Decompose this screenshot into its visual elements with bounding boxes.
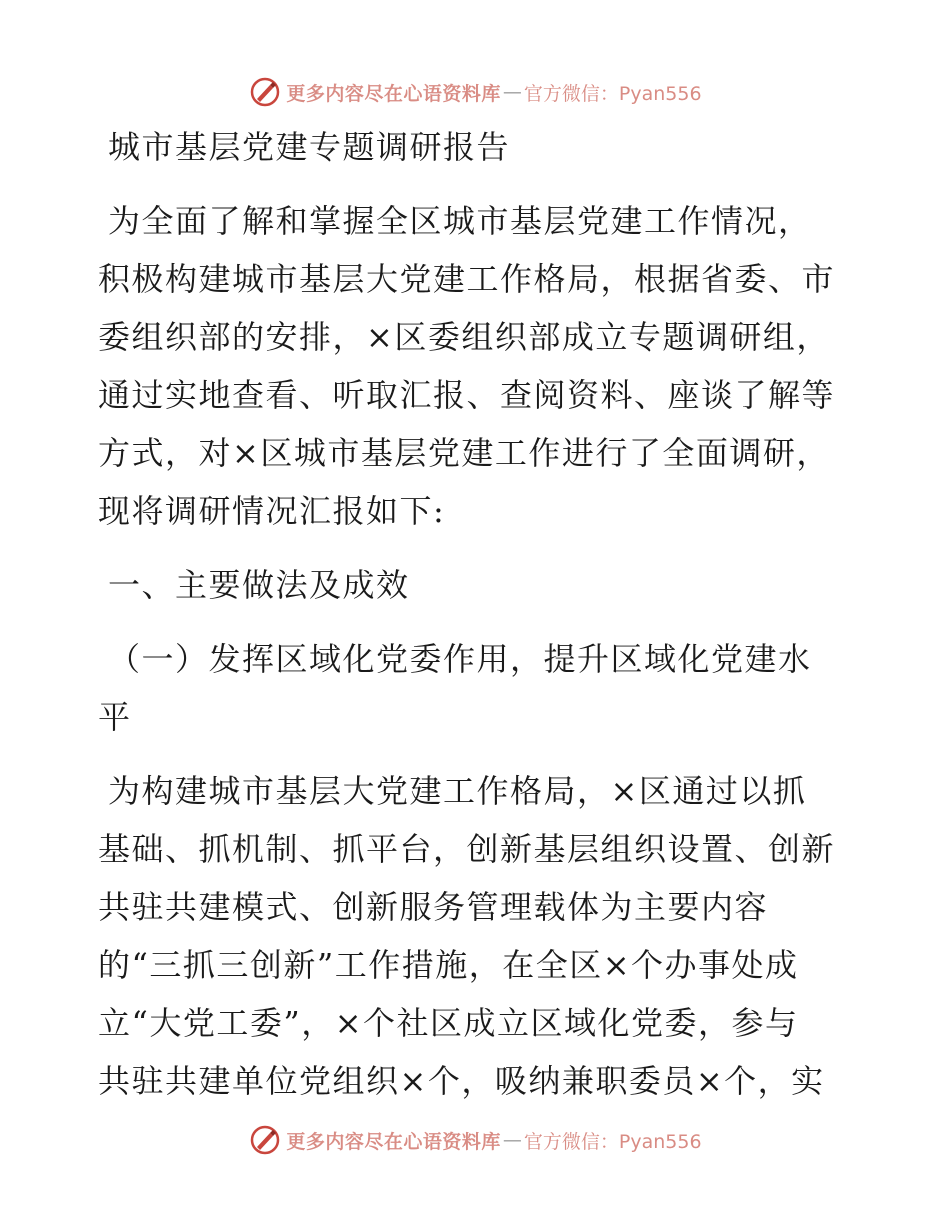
body-line: 基础、抓机制、抓平台，创新基层组织设置、创新	[98, 830, 836, 868]
watermark-banner-bottom	[0, 1120, 950, 1160]
watermark-banner-top	[0, 72, 950, 112]
body-line: 为构建城市基层大党建工作格局，×区通过以抓	[108, 772, 807, 810]
body-line: 的“三抓三创新”工作措施，在全区×个办事处成	[98, 946, 799, 984]
body-line: 共驻共建单位党组织×个，吸纳兼职委员×个，实	[98, 1062, 825, 1100]
pen-logo-icon	[248, 1123, 282, 1157]
intro-line: 为全面了解和掌握全区城市基层党建工作情况，	[108, 202, 812, 240]
body-line: 共驻共建模式、创新服务管理载体为主要内容	[98, 888, 769, 926]
pen-logo-icon	[248, 75, 282, 109]
intro-line: 积极构建城市基层大党建工作格局，根据省委、市	[98, 260, 836, 298]
intro-line: 委组织部的安排，×区委组织部成立专题调研组，	[98, 318, 830, 356]
intro-line: 通过实地查看、听取汇报、查阅资料、座谈了解等	[98, 376, 836, 414]
intro-line: 方式，对×区城市基层党建工作进行了全面调研，	[98, 434, 830, 472]
document-title: 城市基层党建专题调研报告	[108, 128, 511, 166]
watermark-separator: —	[502, 81, 522, 103]
subsection-heading-line: （一）发挥区域化党委作用，提升区域化党建水	[108, 640, 812, 678]
subsection-heading-line: 平	[98, 698, 132, 736]
watermark-account: 官方微信：Pyan556	[523, 1130, 702, 1153]
intro-line: 现将调研情况汇报如下:	[98, 492, 446, 530]
watermark-separator: —	[502, 1129, 522, 1151]
section-heading: 一、主要做法及成效	[108, 566, 410, 604]
body-line: 立“大党工委”，×个社区成立区域化党委，参与	[98, 1004, 799, 1042]
watermark-text: 更多内容尽在心语资料库	[286, 82, 501, 105]
watermark-account: 官方微信：Pyan556	[523, 82, 702, 105]
watermark-text: 更多内容尽在心语资料库	[286, 1130, 501, 1153]
document-body	[98, 118, 850, 1110]
